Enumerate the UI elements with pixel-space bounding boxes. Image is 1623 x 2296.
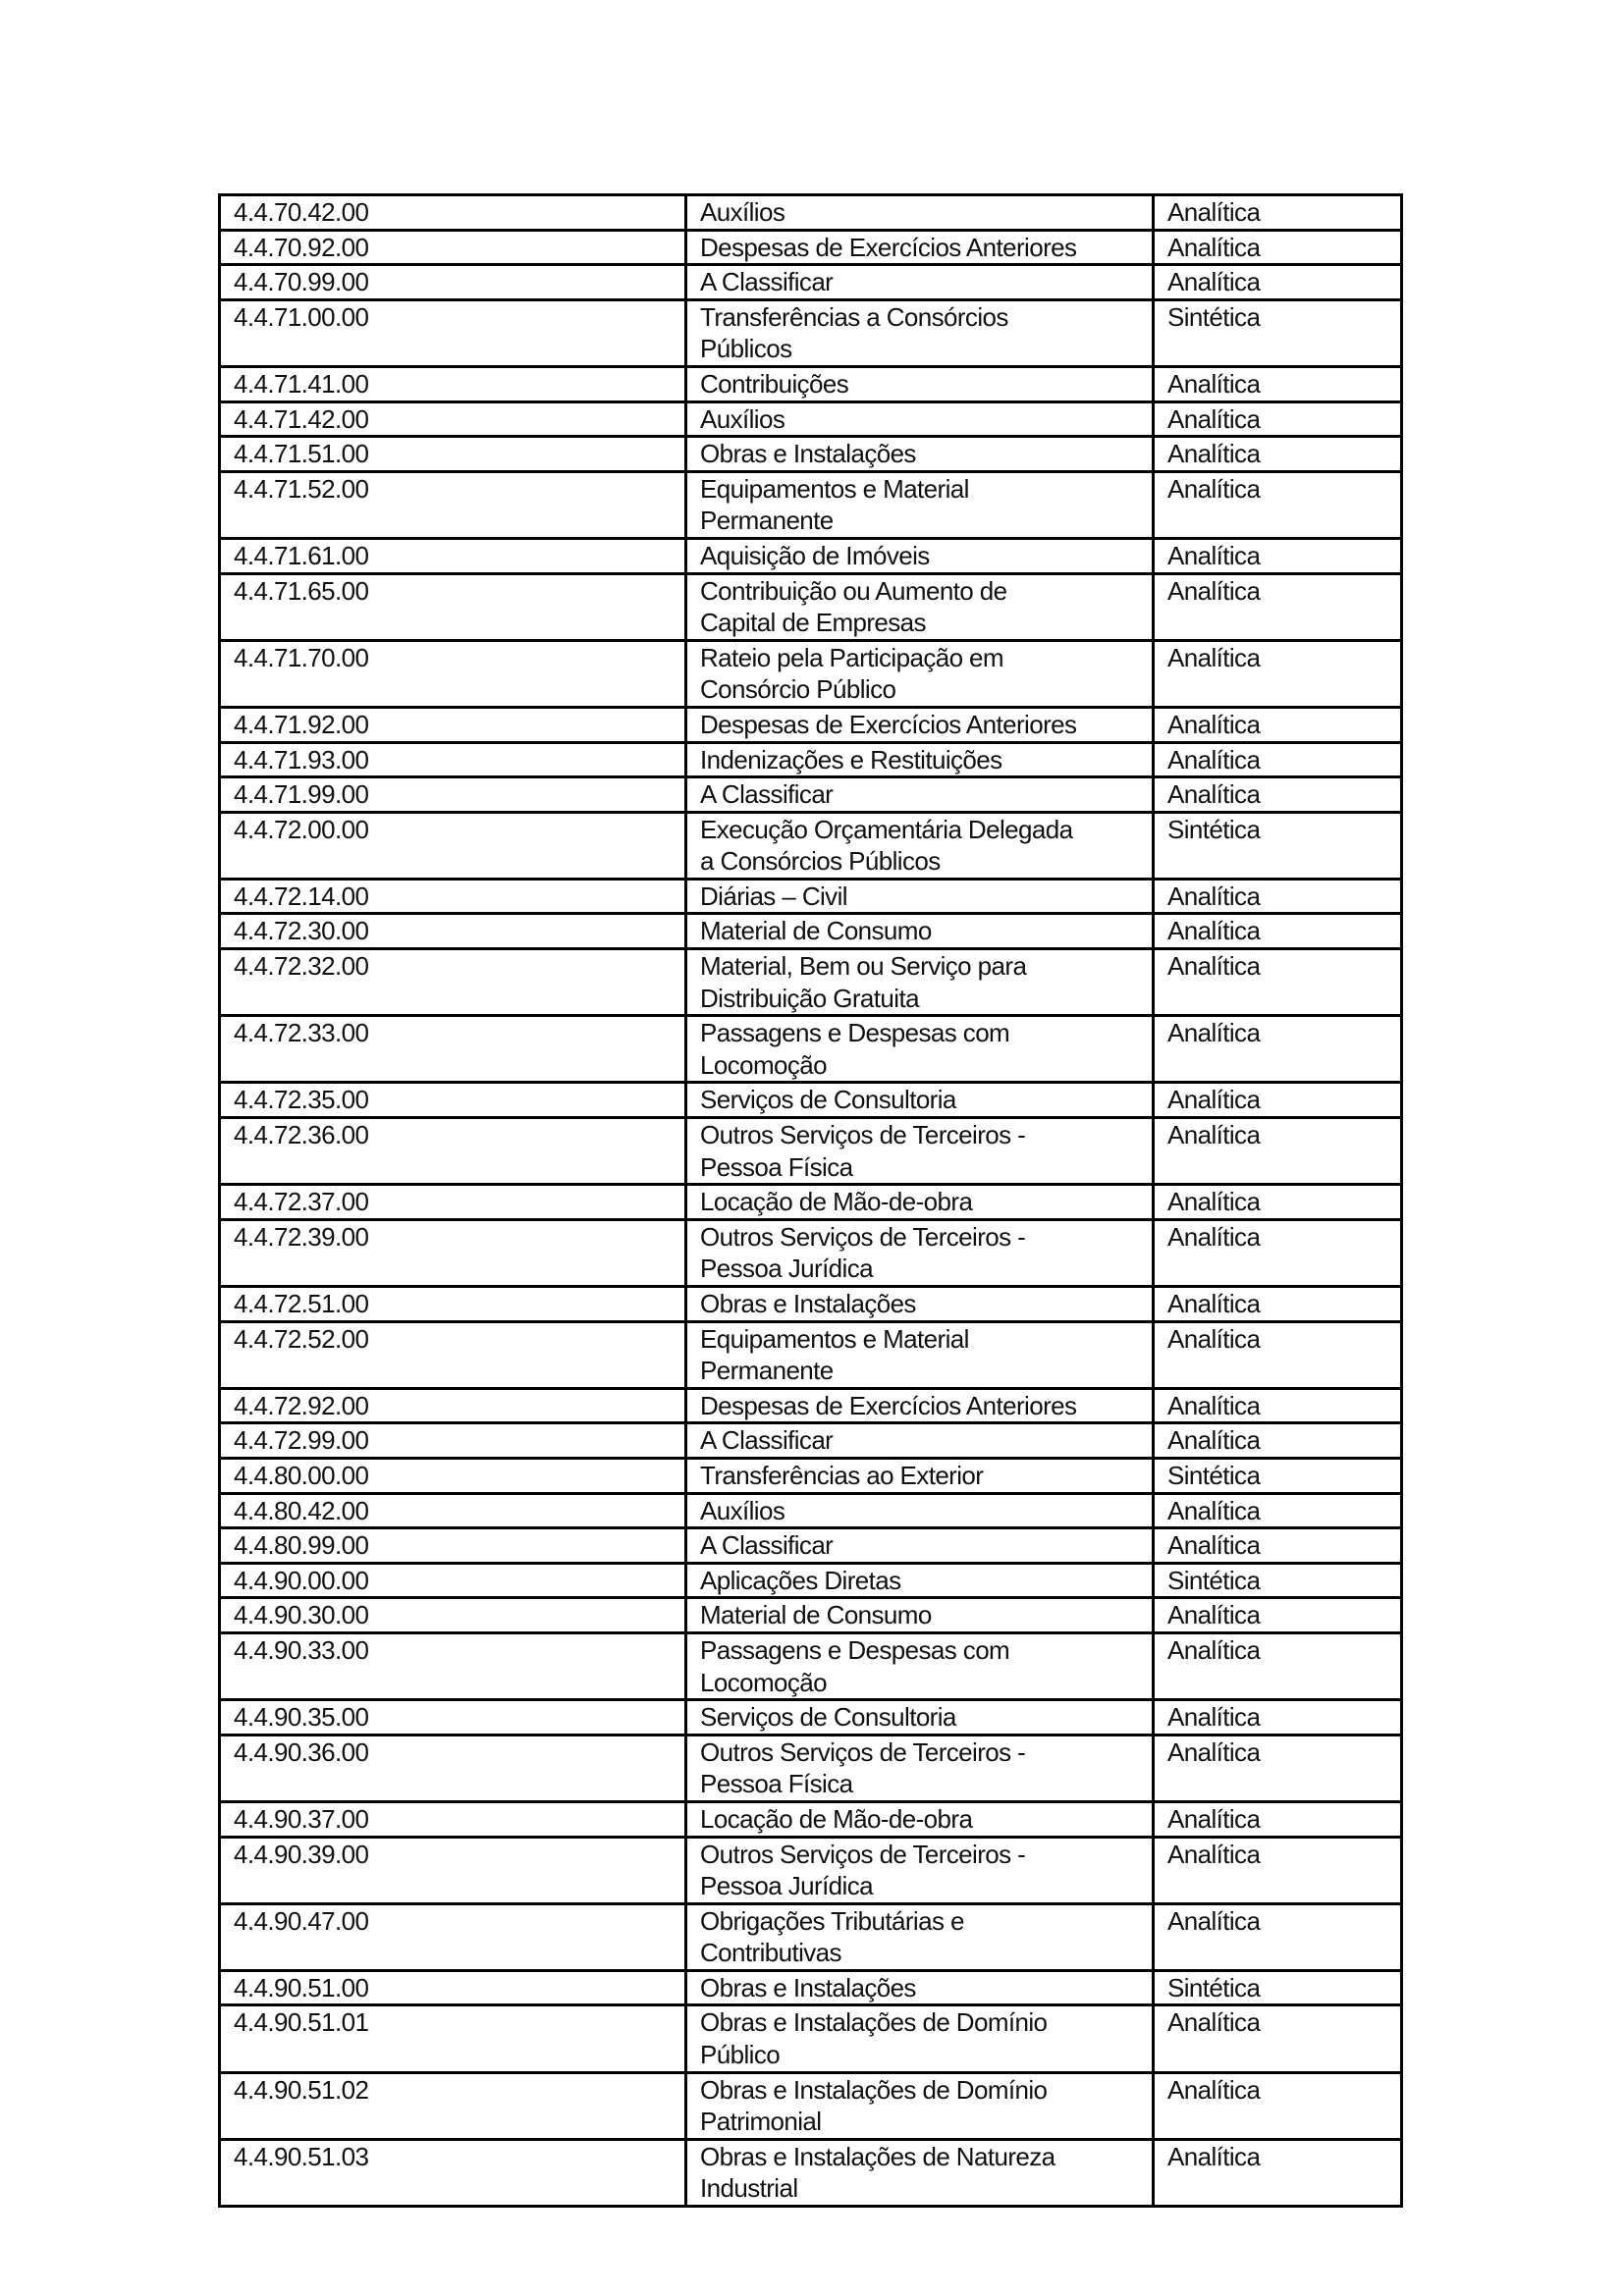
account-type-cell: Analítica	[1154, 1700, 1402, 1735]
table-row	[220, 640, 1402, 707]
account-description-cell	[686, 949, 1154, 1016]
account-type-cell: Sintética	[1154, 812, 1402, 879]
account-type-cell: Analítica	[1154, 538, 1402, 573]
account-code-cell: 4.4.90.37.00	[220, 1801, 686, 1837]
account-description-cell	[686, 195, 1154, 231]
description-line: Auxílios	[700, 197, 785, 227]
description-line: Obras e Instalações de Domínio	[700, 2007, 1048, 2038]
description-line: Permanente	[700, 506, 834, 536]
account-code-cell: 4.4.90.33.00	[220, 1632, 686, 1699]
account-code-cell: 4.4.71.52.00	[220, 471, 686, 538]
table-row	[220, 1735, 1402, 1801]
account-code-cell: 4.4.72.35.00	[220, 1083, 686, 1118]
description-line: Público	[700, 2040, 781, 2070]
account-description-cell	[686, 1083, 1154, 1118]
description-line: Aplicações Diretas	[700, 1565, 901, 1595]
table-row	[220, 1321, 1402, 1388]
description-line: Outros Serviços de Terceiros -	[700, 1120, 1026, 1150]
description-line: Pessoa Física	[700, 1151, 853, 1182]
account-description-cell	[686, 265, 1154, 300]
account-type-cell: Analítica	[1154, 1735, 1402, 1801]
description-line: a Consórcios Públicos	[700, 846, 941, 877]
table-row	[220, 914, 1402, 949]
description-line: Passagens e Despesas com	[700, 1634, 1010, 1665]
account-description-cell	[686, 1700, 1154, 1735]
account-code-cell: 4.4.72.39.00	[220, 1219, 686, 1286]
account-code-cell: 4.4.71.51.00	[220, 437, 686, 472]
description-line: Pessoa Física	[700, 1769, 853, 1799]
account-code-cell: 4.4.72.00.00	[220, 812, 686, 879]
account-description-cell	[686, 437, 1154, 472]
table-row	[220, 1970, 1402, 2005]
account-description-cell	[686, 1321, 1154, 1388]
account-type-cell: Analítica	[1154, 1837, 1402, 1903]
account-code-cell: 4.4.90.36.00	[220, 1735, 686, 1801]
account-code-cell: 4.4.90.35.00	[220, 1700, 686, 1735]
table-row	[220, 949, 1402, 1016]
account-code-cell: 4.4.71.93.00	[220, 742, 686, 777]
account-code-cell: 4.4.80.99.00	[220, 1528, 686, 1564]
account-description-cell	[686, 1185, 1154, 1220]
description-line: Material, Bem ou Serviço para	[700, 951, 1027, 982]
account-type-cell: Analítica	[1154, 1185, 1402, 1220]
description-line: Distribuição Gratuita	[700, 983, 919, 1013]
table-row	[220, 195, 1402, 231]
account-description-cell	[686, 1563, 1154, 1598]
account-description-cell	[686, 471, 1154, 538]
account-code-cell: 4.4.71.99.00	[220, 777, 686, 813]
table-row	[220, 812, 1402, 879]
account-type-cell: Analítica	[1154, 2005, 1402, 2072]
account-type-cell: Analítica	[1154, 195, 1402, 231]
account-description-cell	[686, 1388, 1154, 1423]
account-type-cell: Analítica	[1154, 366, 1402, 401]
account-type-cell: Analítica	[1154, 2072, 1402, 2139]
description-line: Contributivas	[700, 1938, 841, 1968]
account-type-cell: Analítica	[1154, 1423, 1402, 1459]
table-row	[220, 1219, 1402, 1286]
account-code-cell: 4.4.90.47.00	[220, 1903, 686, 1970]
account-code-cell: 4.4.80.42.00	[220, 1493, 686, 1528]
account-code-cell: 4.4.72.30.00	[220, 914, 686, 949]
account-code-cell: 4.4.90.51.03	[220, 2139, 686, 2206]
account-description-cell	[686, 401, 1154, 437]
description-line: Locação de Mão-de-obra	[700, 1803, 973, 1834]
description-line: Auxílios	[700, 403, 785, 434]
account-type-cell: Analítica	[1154, 1493, 1402, 1528]
description-line: Obras e Instalações de Natureza	[700, 2141, 1055, 2171]
account-type-cell: Analítica	[1154, 437, 1402, 472]
table-row	[220, 777, 1402, 813]
account-description-cell	[686, 366, 1154, 401]
account-description-cell	[686, 1735, 1154, 1801]
account-description-cell	[686, 1118, 1154, 1185]
account-type-cell: Analítica	[1154, 1632, 1402, 1699]
account-type-cell: Analítica	[1154, 1528, 1402, 1564]
table-row	[220, 1528, 1402, 1564]
account-description-cell	[686, 812, 1154, 879]
account-type-cell: Analítica	[1154, 230, 1402, 265]
account-type-cell: Analítica	[1154, 914, 1402, 949]
account-description-cell	[686, 640, 1154, 707]
account-code-cell: 4.4.72.14.00	[220, 879, 686, 914]
description-line: Locomoção	[700, 1667, 828, 1697]
table-row	[220, 299, 1402, 366]
table-row	[220, 1598, 1402, 1633]
description-line: Outros Serviços de Terceiros -	[700, 1221, 1026, 1252]
table-row	[220, 2072, 1402, 2139]
account-description-cell	[686, 2139, 1154, 2206]
account-description-cell	[686, 1837, 1154, 1903]
account-plan-table	[218, 193, 1403, 2208]
table-row	[220, 2005, 1402, 2072]
table-row	[220, 1287, 1402, 1322]
account-code-cell: 4.4.71.61.00	[220, 538, 686, 573]
table-row	[220, 1632, 1402, 1699]
table-row	[220, 437, 1402, 472]
description-line: Obras e Instalações	[700, 1972, 916, 2002]
description-line: Transferências a Consórcios	[700, 301, 1008, 332]
account-description-cell	[686, 707, 1154, 742]
account-description-cell	[686, 299, 1154, 366]
description-line: Pessoa Jurídica	[700, 1254, 873, 1284]
account-description-cell	[686, 1801, 1154, 1837]
account-type-cell: Analítica	[1154, 1598, 1402, 1633]
account-type-cell: Sintética	[1154, 1563, 1402, 1598]
description-line: Auxílios	[700, 1495, 785, 1525]
table-row	[220, 1903, 1402, 1970]
table-row	[220, 1700, 1402, 1735]
account-description-cell	[686, 538, 1154, 573]
description-line: Patrimonial	[700, 2107, 822, 2137]
account-type-cell: Analítica	[1154, 1219, 1402, 1286]
account-code-cell: 4.4.71.65.00	[220, 573, 686, 640]
account-description-cell	[686, 230, 1154, 265]
account-type-cell: Analítica	[1154, 742, 1402, 777]
description-line: A Classificar	[700, 1530, 834, 1561]
account-type-cell: Analítica	[1154, 1083, 1402, 1118]
description-line: Outros Serviços de Terceiros -	[700, 1839, 1026, 1869]
account-description-cell	[686, 914, 1154, 949]
account-code-cell: 4.4.80.00.00	[220, 1458, 686, 1493]
table-row	[220, 366, 1402, 401]
account-description-cell	[686, 1598, 1154, 1633]
account-type-cell: Analítica	[1154, 1903, 1402, 1970]
table-row	[220, 1423, 1402, 1459]
description-line: A Classificar	[700, 267, 834, 297]
table-row	[220, 538, 1402, 573]
description-line: Serviços de Consultoria	[700, 1702, 956, 1733]
description-line: Rateio pela Participação em	[700, 642, 1003, 672]
table-row	[220, 1837, 1402, 1903]
account-code-cell: 4.4.90.39.00	[220, 1837, 686, 1903]
account-type-cell: Analítica	[1154, 1321, 1402, 1388]
account-description-cell	[686, 1528, 1154, 1564]
account-code-cell: 4.4.72.32.00	[220, 949, 686, 1016]
account-code-cell: 4.4.90.51.02	[220, 2072, 686, 2139]
account-type-cell: Analítica	[1154, 949, 1402, 1016]
account-code-cell: 4.4.72.51.00	[220, 1287, 686, 1322]
table-row	[220, 573, 1402, 640]
table-row	[220, 1118, 1402, 1185]
account-type-cell: Analítica	[1154, 265, 1402, 300]
account-code-cell: 4.4.90.00.00	[220, 1563, 686, 1598]
account-type-cell: Sintética	[1154, 1970, 1402, 2005]
account-type-cell: Analítica	[1154, 471, 1402, 538]
account-type-cell: Sintética	[1154, 299, 1402, 366]
account-type-cell: Sintética	[1154, 1458, 1402, 1493]
table-row	[220, 2139, 1402, 2206]
account-description-cell	[686, 2072, 1154, 2139]
description-line: Indenizações e Restituições	[700, 744, 1002, 774]
description-line: Aquisição de Imóveis	[700, 540, 930, 570]
account-code-cell: 4.4.72.99.00	[220, 1423, 686, 1459]
description-line: Material de Consumo	[700, 916, 932, 946]
table-row	[220, 1388, 1402, 1423]
account-code-cell: 4.4.70.92.00	[220, 230, 686, 265]
description-line: Públicos	[700, 334, 792, 364]
account-description-cell	[686, 573, 1154, 640]
account-type-cell: Analítica	[1154, 1287, 1402, 1322]
description-line: Outros Serviços de Terceiros -	[700, 1736, 1026, 1767]
account-code-cell: 4.4.71.41.00	[220, 366, 686, 401]
account-code-cell: 4.4.90.51.01	[220, 2005, 686, 2072]
account-description-cell	[686, 879, 1154, 914]
description-line: Capital de Empresas	[700, 608, 926, 638]
description-line: Despesas de Exercícios Anteriores	[700, 232, 1077, 262]
account-code-cell: 4.4.72.52.00	[220, 1321, 686, 1388]
table-row	[220, 471, 1402, 538]
account-description-cell	[686, 1016, 1154, 1083]
description-line: Obras e Instalações de Domínio	[700, 2074, 1048, 2105]
description-line: Pessoa Jurídica	[700, 1871, 873, 1901]
account-description-cell	[686, 2005, 1154, 2072]
description-line: Industrial	[700, 2173, 798, 2204]
table-row	[220, 1563, 1402, 1598]
account-code-cell: 4.4.71.92.00	[220, 707, 686, 742]
description-line: Despesas de Exercícios Anteriores	[700, 1390, 1077, 1420]
table-row	[220, 1016, 1402, 1083]
table-row	[220, 1801, 1402, 1837]
account-description-cell	[686, 1219, 1154, 1286]
account-code-cell: 4.4.72.92.00	[220, 1388, 686, 1423]
description-line: Permanente	[700, 1356, 834, 1386]
account-type-cell: Analítica	[1154, 640, 1402, 707]
table-row	[220, 1083, 1402, 1118]
description-line: Passagens e Despesas com	[700, 1018, 1010, 1048]
account-description-cell	[686, 1423, 1154, 1459]
description-line: Consórcio Público	[700, 674, 896, 705]
description-line: Transferências ao Exterior	[700, 1460, 984, 1490]
account-description-cell	[686, 1458, 1154, 1493]
table-row	[220, 401, 1402, 437]
account-type-cell: Analítica	[1154, 879, 1402, 914]
table-row	[220, 742, 1402, 777]
description-line: Locomoção	[700, 1049, 828, 1080]
account-code-cell: 4.4.70.99.00	[220, 265, 686, 300]
account-code-cell: 4.4.90.30.00	[220, 1598, 686, 1633]
description-line: Obras e Instalações	[700, 1289, 916, 1318]
description-line: Obras e Instalações	[700, 439, 916, 469]
account-description-cell	[686, 1903, 1154, 1970]
account-type-cell: Analítica	[1154, 401, 1402, 437]
table-body	[220, 195, 1402, 2207]
account-description-cell	[686, 1632, 1154, 1699]
account-code-cell: 4.4.72.37.00	[220, 1185, 686, 1220]
account-code-cell: 4.4.70.42.00	[220, 195, 686, 231]
description-line: A Classificar	[700, 779, 834, 810]
account-code-cell: 4.4.71.70.00	[220, 640, 686, 707]
description-line: Material de Consumo	[700, 1600, 932, 1630]
table-row	[220, 230, 1402, 265]
table-row	[220, 265, 1402, 300]
account-type-cell: Analítica	[1154, 777, 1402, 813]
description-line: Serviços de Consultoria	[700, 1085, 956, 1115]
description-line: Diárias – Civil	[700, 881, 847, 911]
account-code-cell: 4.4.71.42.00	[220, 401, 686, 437]
table-row	[220, 707, 1402, 742]
table-row	[220, 1493, 1402, 1528]
account-description-cell	[686, 1970, 1154, 2005]
account-type-cell: Analítica	[1154, 1016, 1402, 1083]
account-description-cell	[686, 1493, 1154, 1528]
account-code-cell: 4.4.72.36.00	[220, 1118, 686, 1185]
table-row	[220, 1458, 1402, 1493]
description-line: Equipamentos e Material	[700, 473, 969, 504]
account-description-cell	[686, 742, 1154, 777]
account-description-cell	[686, 777, 1154, 813]
table-row	[220, 879, 1402, 914]
description-line: Locação de Mão-de-obra	[700, 1187, 973, 1217]
description-line: Contribuição ou Aumento de	[700, 575, 1007, 606]
account-code-cell: 4.4.72.33.00	[220, 1016, 686, 1083]
account-code-cell: 4.4.71.00.00	[220, 299, 686, 366]
account-type-cell: Analítica	[1154, 1801, 1402, 1837]
account-code-cell: 4.4.90.51.00	[220, 1970, 686, 2005]
account-type-cell: Analítica	[1154, 573, 1402, 640]
description-line: Equipamentos e Material	[700, 1323, 969, 1354]
description-line: Contribuições	[700, 368, 849, 399]
description-line: Execução Orçamentária Delegada	[700, 814, 1073, 844]
account-type-cell: Analítica	[1154, 2139, 1402, 2206]
account-type-cell: Analítica	[1154, 1388, 1402, 1423]
description-line: Obrigações Tributárias e	[700, 1905, 964, 1936]
account-description-cell	[686, 1287, 1154, 1322]
description-line: Despesas de Exercícios Anteriores	[700, 709, 1077, 739]
account-type-cell: Analítica	[1154, 1118, 1402, 1185]
description-line: A Classificar	[700, 1425, 834, 1456]
account-type-cell: Analítica	[1154, 707, 1402, 742]
table-row	[220, 1185, 1402, 1220]
